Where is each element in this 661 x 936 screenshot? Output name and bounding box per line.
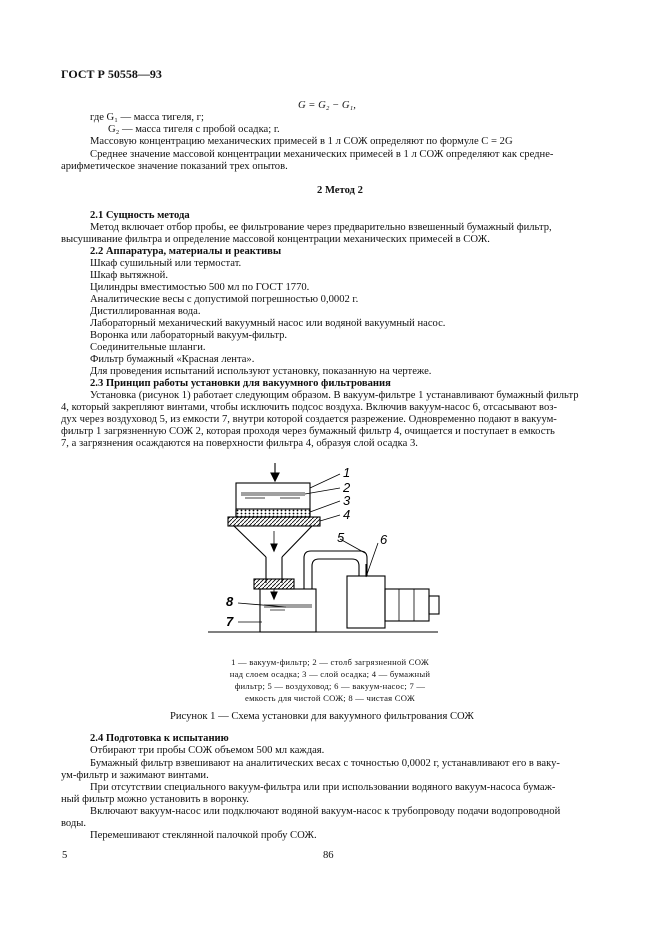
s24-line: Бумажный фильтр взвешивают на аналитических весах с точностью 0,0002 г, устанавливают его в ваку-: [90, 758, 560, 769]
s22-item: Для проведения испытаний используют установку, показанную на чертеже.: [90, 366, 432, 377]
s23-line-3: дух через воздуховод 5, из емкости 7, внутри которой создается разрежение. Одновременно подают в вакуум-: [61, 414, 557, 425]
figure-label: 5: [337, 530, 345, 545]
figure-label: 1: [343, 465, 351, 480]
vacuum-filtration-diagram: [200, 455, 460, 645]
figure-label: 7: [226, 614, 234, 629]
concentration-paragraph: Массовую концентрацию механических примесей в 1 л СОЖ определяют по формуле C = 2G: [90, 136, 513, 147]
where-line-1: где G₁ — масса тигеля, г;: [90, 112, 204, 123]
figure-label: 6: [380, 532, 388, 547]
s22-item: Фильтр бумажный «Красная лента».: [90, 354, 255, 365]
s21-line-2: высушивание фильтра и определение массовой концентрации механических примесей в СОЖ.: [61, 234, 490, 245]
s24-title: 2.4 Подготовка к испытанию: [90, 733, 229, 744]
s22-item: Шкаф вытяжной.: [90, 270, 168, 281]
s23-line-1: Установка (рисунок 1) работает следующим образом. В вакуум-фильтре 1 устанавливают бумажный фильтр: [90, 390, 579, 401]
figure-label: 4: [343, 507, 351, 522]
average-paragraph-line-1: Среднее значение массовой концентрации механических примесей в 1 л СОЖ определяют как средне-: [90, 149, 554, 160]
s23-line-4: фильтр 1 загрязненную СОЖ 2, которая проходя через бумажный фильтр 4, очищается и поступает в емкость: [61, 426, 555, 437]
figure-caption: Рисунок 1 — Схема установки для вакуумного фильтрования СОЖ: [170, 711, 474, 722]
s24-line: Перемешивают стеклянной палочкой пробу СОЖ.: [90, 830, 317, 841]
figure-label: 8: [226, 594, 234, 609]
s22-item: Воронка или лабораторный вакуум-фильтр.: [90, 330, 288, 341]
figure-label: 2: [343, 480, 351, 495]
section-title: 2 Метод 2: [317, 185, 363, 196]
s22-item: Лабораторный механический вакуумный насос или водяной вакуумный насос.: [90, 318, 446, 329]
page-number: 86: [323, 850, 334, 861]
s24-line: ум-фильтр и зажимают винтами.: [61, 770, 209, 781]
s22-title: 2.2 Аппаратура, материалы и реактивы: [90, 246, 282, 257]
s24-line: Отбирают три пробы СОЖ объемом 500 мл каждая.: [90, 745, 325, 756]
s24-line: Включают вакуум-насос или подключают водяной вакуум-насос к трубопроводу подачи водопроводной: [90, 806, 561, 817]
s22-item: Соединительные шланги.: [90, 342, 206, 353]
s22-item: Дистиллированная вода.: [90, 306, 201, 317]
s22-item: Шкаф сушильный или термостат.: [90, 258, 242, 269]
document-number: ГОСТ Р 50558—93: [61, 67, 162, 81]
s22-item: Аналитические весы с допустимой погрешностью 0,0002 г.: [90, 294, 359, 305]
average-paragraph-line-2: арифметическое значение показаний трех опытов.: [61, 161, 288, 172]
s24-line: ный фильтр можно установить в воронку.: [61, 794, 249, 805]
figure-legend-line: 1 — вакуум-фильтр; 2 — столб загрязненной СОЖ: [231, 657, 429, 667]
where-line-2: G₂ — масса тигеля с пробой осадка; г.: [108, 124, 280, 135]
s23-line-2: 4, который закрепляют винтами, чтобы исключить подсос воздуха. Включив вакуум-насос 6, отсасывают воз-: [61, 402, 557, 413]
footer-left-number: 5: [62, 850, 68, 861]
s21-line-1: Метод включает отбор пробы, ее фильтрование через предварительно взвешенный бумажный фильтр,: [90, 222, 552, 233]
s24-line: воды.: [61, 818, 87, 829]
s21-title: 2.1 Сущность метода: [90, 210, 190, 221]
s23-title: 2.3 Принцип работы установки для вакуумного фильтрования: [90, 378, 391, 389]
figure-legend-line: над слоем осадка; 3 — слой осадка; 4 — бумажный: [229, 669, 431, 679]
figure-label: 3: [343, 493, 351, 508]
figure-legend-line: фильтр; 5 — воздуховод; 6 — вакуум-насос; 7 —: [234, 681, 426, 691]
formula-line: G = G₂ − G₁,: [298, 100, 356, 111]
s24-line: При отсутствии специального вакуум-фильтра или при использовании водяного вакуум-насоса бумаж-: [90, 782, 556, 793]
s23-line-5: 7, а загрязнения осаждаются на поверхности фильтра 4, образуя слой осадка 3.: [61, 438, 418, 449]
s22-item: Цилиндры вместимостью 500 мл по ГОСТ 1770.: [90, 282, 310, 293]
figure-legend-line: емкость для чистой СОЖ; 8 — чистая СОЖ: [245, 693, 415, 703]
